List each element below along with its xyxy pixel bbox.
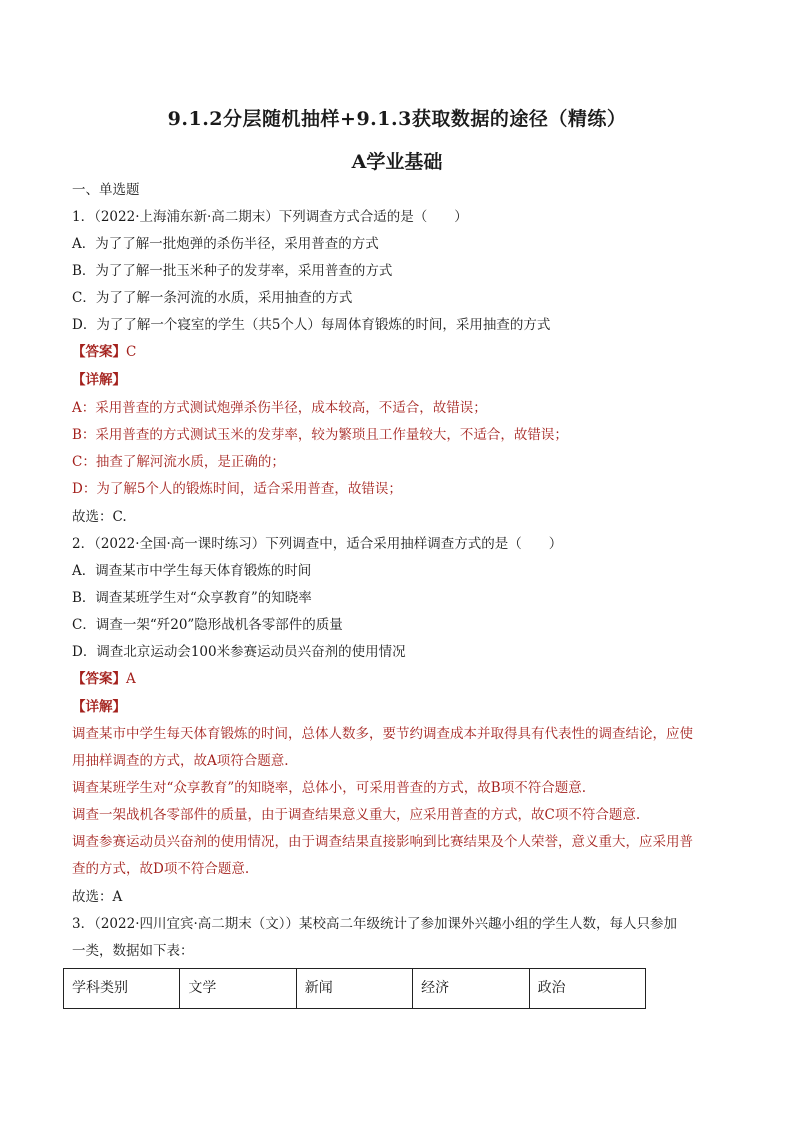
question-1-option-d: D．为了了解一个寝室的学生（共5个人）每周体育锻炼的时间，采用抽查的方式 [72,317,551,333]
question-1-conclusion: 故选：C. [72,509,127,525]
question-2-option-d: D．调查北京运动会100米参赛运动员兴奋剂的使用情况 [72,644,406,660]
question-2-option-b: B．调查某班学生对“众享教育”的知晓率 [72,590,312,606]
question-1-detail-label: 【详解】 [72,372,126,388]
question-3-stem-continued: 一类，数据如下表： [72,943,194,959]
question-1-detail-line: A：采用普查的方式测试炮弹杀伤半径，成本较高，不适合，故错误； [72,400,487,416]
section-heading: A学业基础 [351,151,443,173]
question-2-detail-line: 调查某班学生对“众享教育”的知晓率，总体小，可采用普查的方式，故B项不符合题意. [72,780,587,796]
answer-value: A [126,671,136,687]
question-1-option-b: B．为了了解一批玉米种子的发芽率，采用普查的方式 [72,263,393,279]
question-2-answer [72,670,136,688]
question-3-table [63,968,646,1009]
document-title: 9.1.2分层随机抽样+9.1.3获取数据的途径（精练） [167,108,627,130]
table-cell: 学科类别 [64,969,180,1009]
question-1-detail-line: D：为了解5个人的锻炼时间，适合采用普查，故错误； [72,481,402,497]
question-2-detail-line: 调查参赛运动员兴奋剂的使用情况，由于调查结果直接影响到比赛结果及个人荣誉，意义重大，应采用普 [72,834,693,850]
question-2-stem: 2．（2022·全国·高一课时练习）下列调查中，适合采用抽样调查方式的是（ ） [72,536,563,552]
table-cell: 新闻 [296,969,412,1009]
question-1-answer [72,343,136,361]
question-2-detail-line: 用抽样调查的方式，故A项符合题意. [72,753,289,769]
question-2-option-a: A．调查某市中学生每天体育锻炼的时间 [72,563,312,579]
answer-value: C [126,344,137,360]
question-2-detail-line: 调查某市中学生每天体育锻炼的时间，总体人数多，要节约调查成本并取得具有代表性的调查结论，应使 [72,726,693,742]
answer-label: 【答案】 [72,671,126,687]
question-3-stem: 3．（2022·四川宜宾·高二期末（文））某校高二年级统计了参加课外兴趣小组的学生人数，每人只参加 [72,916,678,932]
table-row [64,969,646,1009]
question-2-conclusion: 故选：A [72,889,123,905]
question-1-option-a: A．为了了解一批炮弹的杀伤半径，采用普查的方式 [72,236,379,252]
table-cell: 政治 [529,969,645,1009]
table-cell: 经济 [413,969,529,1009]
question-1-option-c: C．为了了解一条河流的水质，采用抽查的方式 [72,290,353,306]
table-cell: 文学 [180,969,296,1009]
question-1-detail-line: B：采用普查的方式测试玉米的发芽率，较为繁琐且工作量较大，不适合，故错误； [72,427,568,443]
answer-label: 【答案】 [72,344,126,360]
question-1-stem: 1．（2022·上海浦东新·高二期末）下列调查方式合适的是（ ） [72,209,468,225]
question-2-detail-line: 查的方式，故D项不符合题意. [72,861,250,877]
question-type-heading: 一、单选题 [72,182,140,198]
question-2-detail-label: 【详解】 [72,699,126,715]
question-1-detail-line: C：抽查了解河流水质，是正确的； [72,454,285,470]
question-2-detail-line: 调查一架战机各零部件的质量，由于调查结果意义重大，应采用普查的方式，故C项不符合题意. [72,807,641,823]
question-2-option-c: C．调查一架“歼20”隐形战机各零部件的质量 [72,617,343,633]
